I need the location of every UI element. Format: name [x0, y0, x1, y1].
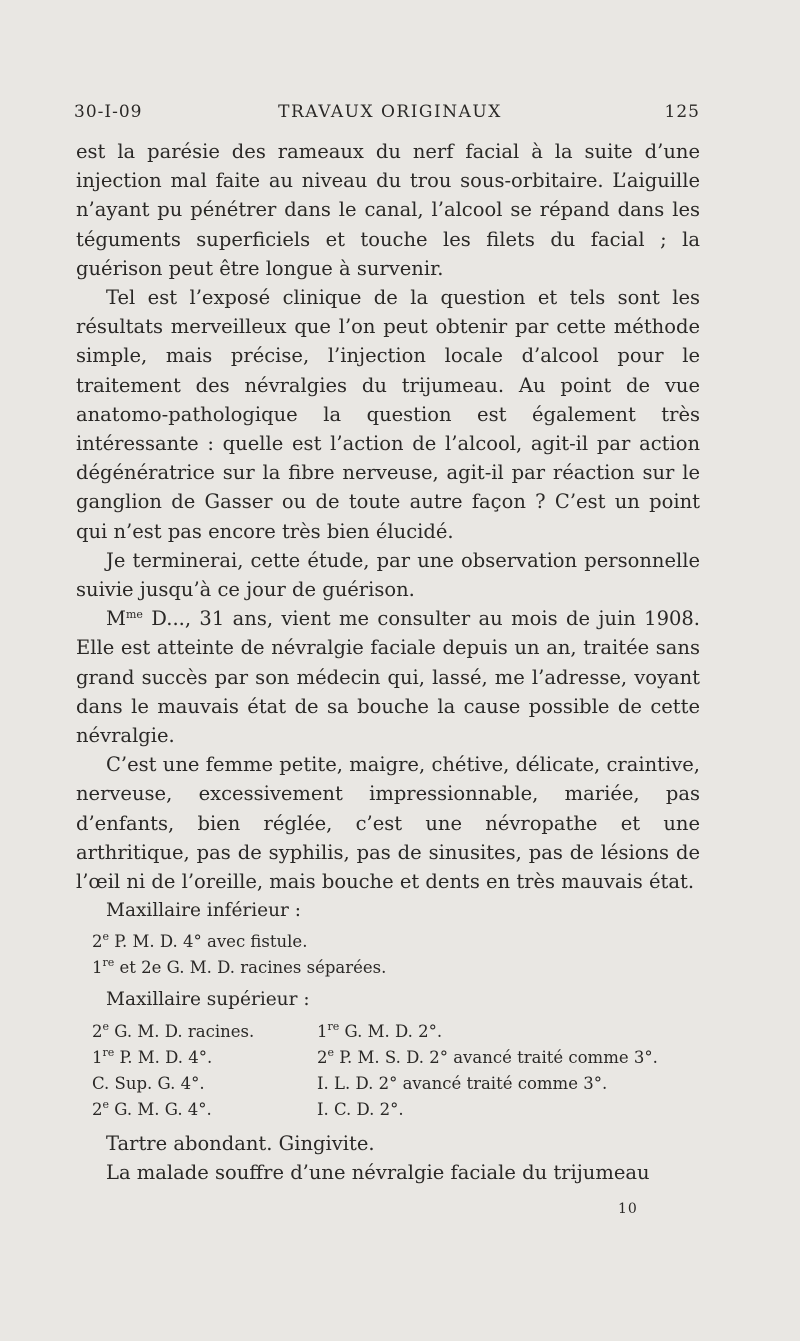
- table-cell: I. C. D. 2°.: [317, 1099, 404, 1119]
- paragraph: est la parésie des rameaux du nerf facial à la suite d’une injection mal faite au niveau du trou sous-orbitaire. L’aiguille n’ayant pu pénétrer dans le canal, l’alcool se répand dans les téguments superficiels et touche les filets du facial ; la guérison peut être longue à survenir.: [76, 140, 700, 280]
- header-date: 30-I-09: [74, 102, 143, 122]
- paragraph: La malade souffre d’une névralgie faciale du trijumeau: [106, 1160, 650, 1184]
- list-item: 2e P. M. D. 4° avec fistule.: [92, 930, 308, 952]
- table-row: [92, 1071, 700, 1097]
- list-item: 1re et 2e G. M. D. racines séparées.: [92, 956, 387, 978]
- superscript: me: [125, 608, 143, 622]
- header-section-title: TRAVAUX ORIGINAUX: [278, 102, 502, 122]
- paragraph: Tartre abondant. Gingivite.: [106, 1131, 375, 1155]
- signature-mark: 10: [618, 1201, 638, 1217]
- table-cell: 2e G. M. D. racines.: [92, 1019, 255, 1041]
- section-heading-upper-jaw: Maxillaire supérieur :: [106, 989, 310, 1011]
- table-cell: C. Sup. G. 4°.: [92, 1073, 205, 1093]
- table-cell: I. L. D. 2° avancé traité comme 3°.: [317, 1073, 608, 1093]
- paragraph: C’est une femme petite, maigre, chétive, délicate, craintive, nerveuse, excessivement impressionnable, mariée, pas d’enfants, bien réglée, c’est une névropathe et une arthritique, pas de syphilis, pas de sinusites, pas de lésions de l’œil ni de l’oreille, mais bouche et dents en très mauvais état.: [76, 753, 700, 894]
- table-cell: 2e P. M. S. D. 2° avancé traité comme 3°.: [317, 1045, 658, 1067]
- table-cell: 1re P. M. D. 4°.: [92, 1045, 213, 1067]
- table-cell: 1re G. M. D. 2°.: [317, 1019, 443, 1041]
- body-text: [76, 137, 700, 1187]
- running-header: [70, 102, 710, 130]
- paragraph-prefix: M: [106, 607, 126, 631]
- lower-jaw-list: [92, 929, 700, 981]
- paragraph: Tel est l’exposé clinique de la question et tels sont les résultats merveilleux que l’on peut obtenir par cette méthode simple, mais précise, l’injection locale d’alcool pour le traitement des névralgies du trijumeau. Au point de vue anatomo-pathologique la question est également très intéressante : quelle est l’action de l’alcool, agit-il par action dégénératrice sur la fibre nerveuse, agit-il par réaction sur le ganglion de Gasser ou de toute autre façon ? C’est un point qui n’est pas encore très bien élucidé.: [76, 286, 700, 543]
- table-cell: 2e G. M. G. 4°.: [92, 1097, 212, 1119]
- paragraph: Je terminerai, cette étude, par une observation personnelle suivie jusqu’à ce jour de guérison.: [76, 548, 700, 602]
- table-row: [92, 1045, 700, 1071]
- paragraph-text: D..., 31 ans, vient me consulter au mois de juin 1908. Elle est atteinte de névralgie faciale depuis un an, traitée sans grand succès par son médecin qui, lassé, me l’adresse, voyant dans le mauvais état de sa bouche la cause possible de cette névralgie.: [76, 607, 700, 748]
- section-heading-lower-jaw: Maxillaire inférieur :: [106, 900, 301, 922]
- upper-jaw-table: [92, 1019, 700, 1123]
- table-row: [92, 1019, 700, 1045]
- table-row: [92, 1097, 700, 1123]
- page-number: 125: [664, 102, 700, 122]
- paragraph: [76, 604, 700, 750]
